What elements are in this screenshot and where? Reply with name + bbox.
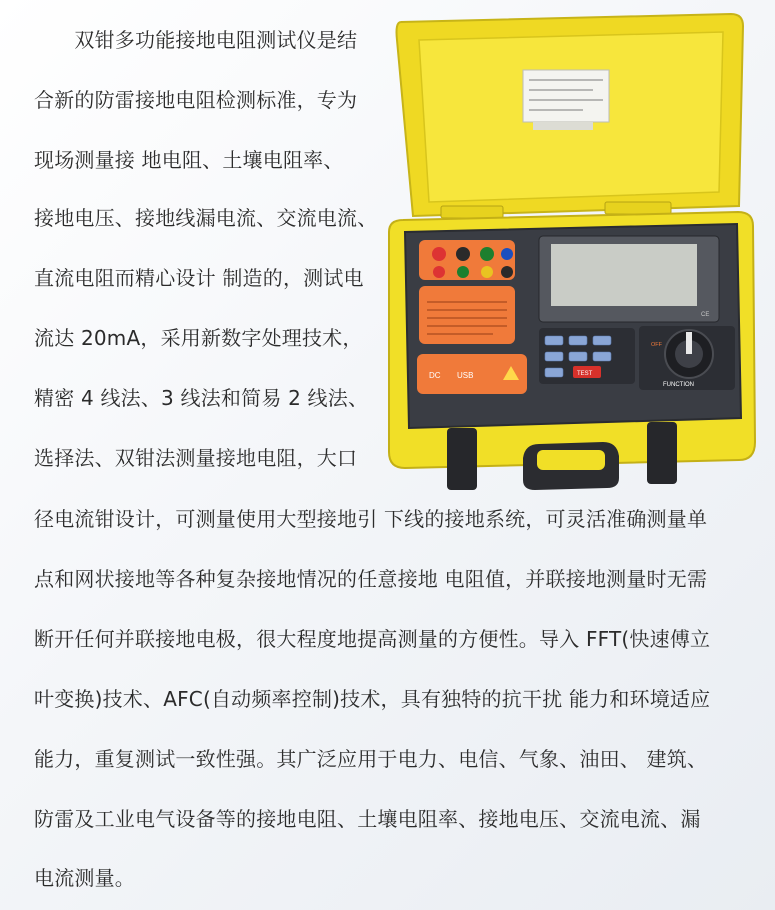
text-line: 选择法、双钳法测量接地电阻，大口: [34, 446, 358, 470]
text-line: 双钳多功能接地电阻测试仪是结: [34, 28, 358, 52]
text-line: 能力，重复测试一致性强。其广泛应用于电力、电信、气象、油田、 建筑、: [34, 747, 708, 771]
text-line: 防雷及工业电气设备等的接地电阻、土壤电阻率、接地电压、交流电流、漏: [34, 807, 701, 831]
text-line: 合新的防雷接地电阻检测标准，专为: [34, 88, 358, 112]
dial-off-label: OFF: [651, 342, 662, 348]
text-line: 现场测量接 地电阻、土壤电阻率、: [34, 148, 344, 172]
text-line: 电流测量。: [34, 866, 135, 890]
spec-label: [523, 70, 609, 122]
product-image: [383, 10, 758, 500]
case-base: [389, 212, 755, 490]
dc-port-label: DC: [429, 371, 441, 380]
function-label: FUNCTION: [663, 382, 694, 388]
text-line: 叶变换)技术、AFC(自动频率控制)技术，具有独特的抗干扰 能力和环境适应: [34, 687, 711, 711]
text-line: 接地电压、接地线漏电流、交流电流、: [34, 206, 378, 230]
latch-left: [447, 428, 477, 490]
lcd-screen: [551, 244, 697, 306]
text-line: 直流电阻而精心设计 制造的，测试电: [34, 266, 364, 290]
text-line: 径电流钳设计，可测量使用大型接地引 下线的接地系统，可灵活准确测量单: [34, 507, 708, 531]
text-line: 断开任何并联接地电极，很大程度地提高测量的方便性。导入 FFT(快速傅立: [34, 627, 711, 651]
latch-right: [647, 422, 677, 484]
test-button-label: TEST: [577, 371, 593, 377]
text-line: 点和网状接地等各种复杂接地情况的任意接地 电阻值，并联接地测量时无需: [34, 567, 708, 591]
case-lid: [397, 14, 744, 216]
usb-port-label: USB: [457, 371, 474, 380]
ce-mark: CE: [701, 312, 710, 318]
text-line: 精密 4 线法、3 线法和简易 2 线法、: [34, 386, 369, 410]
text-line: 流达 20mA，采用新数字处理技术，: [34, 326, 363, 350]
